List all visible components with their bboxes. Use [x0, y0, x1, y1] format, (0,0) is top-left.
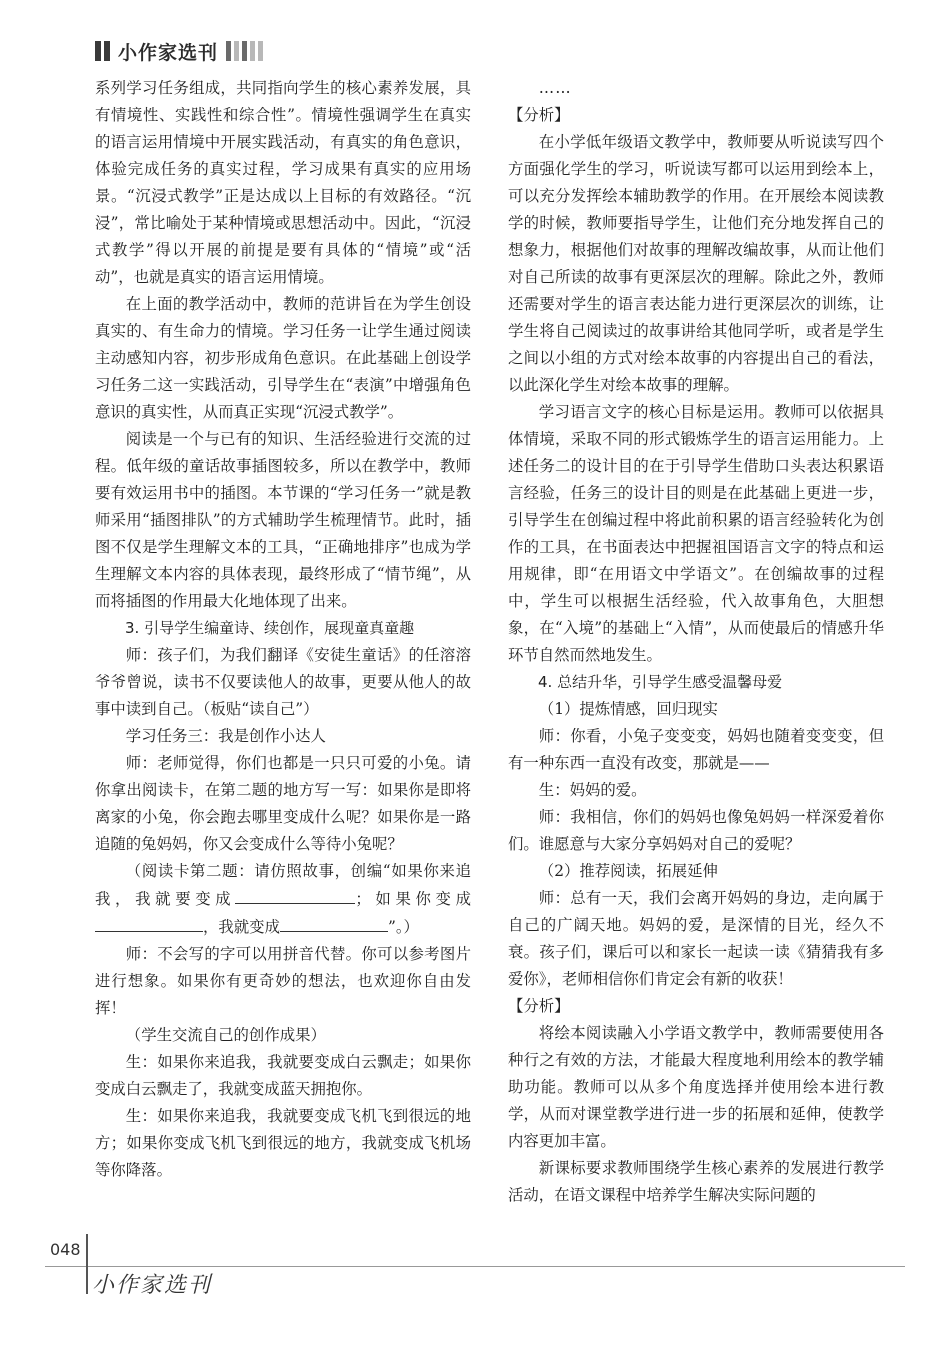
paragraph: 阅读是一个与已有的知识、生活经验进行交流的过程。低年级的童话故事插图较多，所以在教学中，教师要有效运用书中的插图。本节课的“学习任务一”就是教师采用“插图排队”的方式辅助学生梳理情节。此时，插图不仅是学生理解文本的工具，“正确地排序”也成为学生理解文本内容的具体表现，最终形成了“情节绳”，从而将插图的作用最大化地体现了出来。 — [95, 430, 471, 610]
paragraph: （学生交流自己的创作成果） — [125, 1026, 326, 1044]
left-column — [95, 75, 471, 1184]
paragraph: 师：你看，小兔子变变变，妈妈也随着变变变，但有一种东西一直没有改变，那就是—— — [508, 727, 884, 772]
answer-blank — [235, 885, 355, 904]
paragraph: 师：孩子们，为我们翻译《安徒生童话》的任溶溶爷爷曾说，读书不仅要读他人的故事，更要从他人的故事中读到自己。（板贴“读自己”） — [95, 646, 471, 718]
paragraph: 学习任务三：我是创作小达人 — [125, 727, 326, 745]
paragraph: 生：妈妈的爱。 — [538, 781, 647, 799]
paragraph: 在上面的教学活动中，教师的范讲旨在为学生创设真实的、有生命力的情境。学习任务一让学生通过阅读主动感知内容，初步形成角色意识。在此基础上创设学习任务二这一实践活动，引导学生在“表演”中增强角色意识的真实性，从而真正实现“沉浸式教学”。 — [95, 295, 471, 421]
paragraph: 师：老师觉得，你们也都是一只只可爱的小兔。请你拿出阅读卡，在第二题的地方写一写：如果你是即将离家的小兔，你会跑去哪里变成什么呢？如果你是一路追随的兔妈妈，你又会变成什么等待小兔呢？ — [95, 754, 471, 853]
subheading: （1）提炼情感，回归现实 — [538, 700, 718, 718]
paragraph: 师：总有一天，我们会离开妈妈的身边，走向属于自己的广阔天地。妈妈的爱，是深情的目光，经久不衰。孩子们，课后可以和家长一起读一读《猜猜我有多爱你》，老师相信你们肯定会有新的收获！ — [508, 889, 884, 988]
paragraph: 系列学习任务组成，共同指向学生的核心素养发展，具有情境性、实践性和综合性”。情境性强调学生在真实的语言运用情境中开展实践活动，有真实的角色意识，体验完成任务的真实过程，学习成果有真实的应用场景。“沉浸式教学”正是达成以上目标的有效路径。“沉浸”，常比喻处于某种情境或思想活动中。因此，“沉浸式教学”得以开展的前提是要有具体的“情境”或“活动”，也就是真实的语言运用情境。 — [95, 79, 471, 286]
paragraph: 将绘本阅读融入小学语文教学中，教师需要使用各种行之有效的方法，才能最大程度地利用绘本的教学辅助功能。教师可以从多个角度选择并使用绘本进行教学，从而对课堂教学进行进一步的拓展和延伸，使教学内容更加丰富。 — [508, 1024, 884, 1150]
footer-rule — [45, 1266, 905, 1267]
analysis-label: 【分析】 — [508, 106, 570, 124]
paragraph: 生：如果你来追我，我就要变成白云飘走；如果你变成白云飘走了，我就变成蓝天拥抱你。 — [95, 1053, 471, 1098]
section-heading: 4. 总结升华，引导学生感受温馨母爱 — [538, 673, 783, 691]
footer-logo: 小作家选刊 — [92, 1273, 213, 1298]
paragraph: 学习语言文字的核心目标是运用。教师可以依据具体情境，采取不同的形式锻炼学生的语言运用能力。上述任务二的设计目的在于引导学生借助口头表达积累语言经验，任务三的设计目的则是在此基础上更进一步，引导学生在创编过程中将此前积累的语言经验转化为创作的工具，在书面表达中把握祖国语言文字的特点和运用规律，即“在用语文中学语文”。在创编故事的过程中，学生可以根据生活经验，代入故事角色，大胆想象，在“入境”的基础上“入情”，从而使最后的情感升华环节自然而然地发生。 — [508, 403, 884, 664]
section-heading: 3. 引导学生编童诗、续创作，展现童真童趣 — [125, 619, 415, 637]
right-column — [508, 75, 884, 1209]
paragraph: 新课标要求教师围绕学生核心素养的发展进行教学活动，在语文课程中培养学生解决实际问题的 — [508, 1159, 884, 1204]
ellipsis: …… — [538, 79, 572, 97]
header-stripes-icon — [226, 41, 263, 61]
paragraph: 在小学低年级语文教学中，教师要从听说读写四个方面强化学生的学习，听说读写都可以运用到绘本上，可以充分发挥绘本辅助教学的作用。在开展绘本阅读教学的时候，教师要指导学生，让他们充分地发挥自己的想象力，根据他们对故事的理解改编故事，从而让他们对自己所读的故事有更深层次的理解。除此之外，教师还需要对学生的语言表达能力进行更深层次的训练，让学生将自己阅读过的故事讲给其他同学听，或者是学生之间以小组的方式对绘本故事的内容提出自己的看法，以此深化学生对绘本故事的理解。 — [508, 133, 884, 394]
analysis-label: 【分析】 — [508, 997, 570, 1015]
paragraph: 师：不会写的字可以用拼音代替。你可以参考图片进行想象。如果你有更奇妙的想法，也欢迎你自由发挥！ — [95, 945, 471, 1017]
subheading: （2）推荐阅读，拓展延伸 — [538, 862, 718, 880]
answer-blank — [280, 913, 388, 932]
header-bars-icon — [95, 41, 110, 61]
paragraph: 师：我相信，你们的妈妈也像兔妈妈一样深爱着你们。谁愿意与大家分享妈妈对自己的爱呢？ — [508, 808, 884, 853]
fill-in-exercise: （阅读卡第二题：请仿照故事，创编“如果你来追我，我就要变成 ；如果你变成，我就变成 ”。） — [95, 862, 471, 936]
footer-divider — [86, 1234, 88, 1294]
answer-blank — [95, 913, 203, 932]
page-number: 048 — [50, 1240, 81, 1259]
paragraph: 生：如果你来追我，我就要变成飞机飞到很远的地方；如果你变成飞机飞到很远的地方，我就变成飞机场等你降落。 — [95, 1107, 471, 1179]
running-header — [95, 36, 263, 66]
journal-title: 小作家选刊 — [118, 41, 219, 64]
